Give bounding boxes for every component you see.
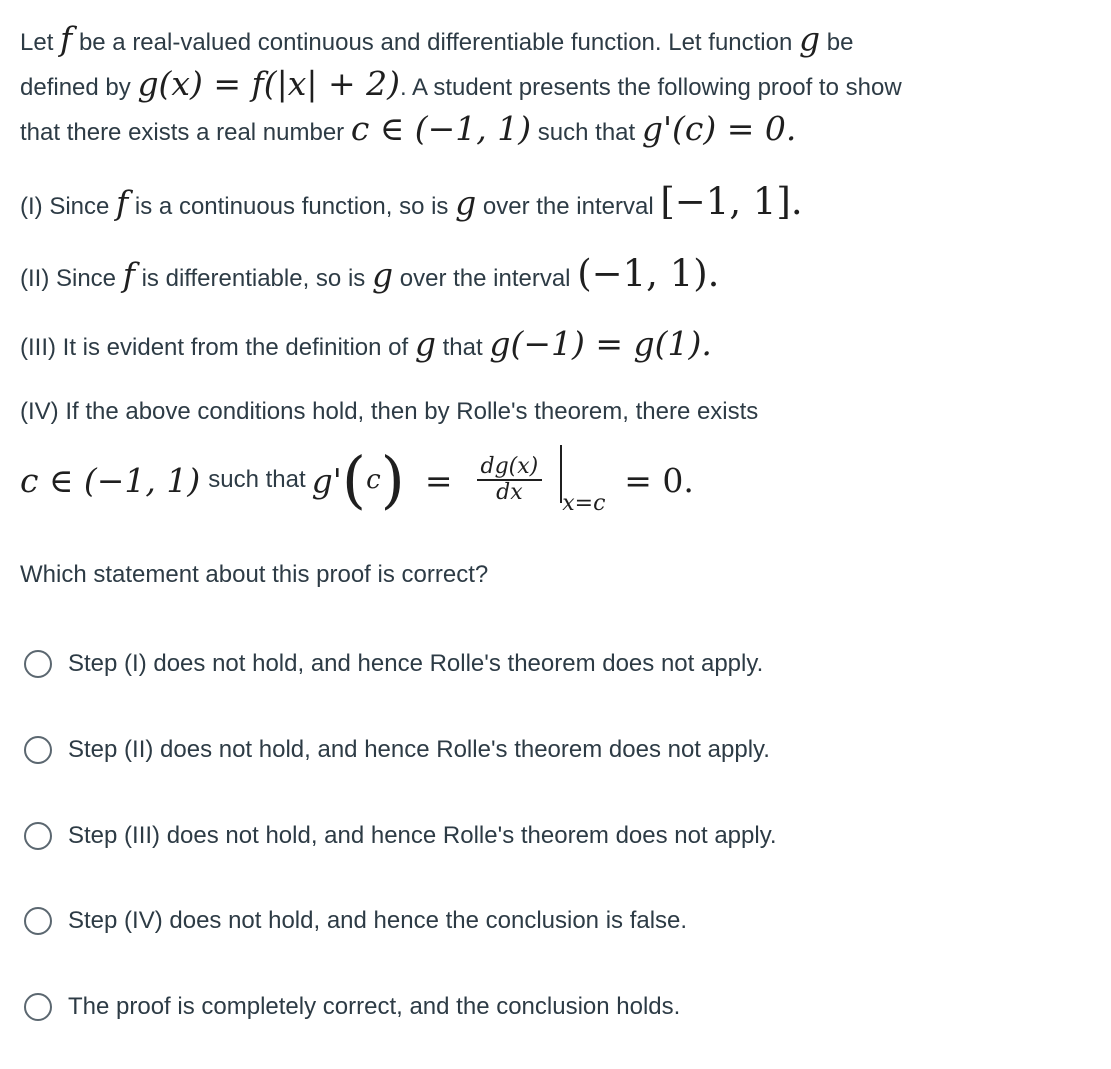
option-label: Step (IV) does not hold, and hence the conclusion is false.: [68, 907, 688, 934]
option-label: Step (I) does not hold, and hence Rolle's theorem does not apply.: [68, 650, 764, 677]
math-gprime-zero: g'(c) = 0.: [641, 109, 797, 148]
step-1-text: over the interval: [482, 193, 654, 220]
math-c-interval: c ∈ (−1, 1): [20, 460, 201, 500]
math-paren-left: (: [341, 443, 367, 516]
step-2-text: (II) Since: [20, 265, 117, 292]
answer-option-2[interactable]: [24, 736, 770, 764]
math-paren-right: ): [380, 443, 405, 516]
radio-button-icon[interactable]: [24, 736, 52, 764]
step-3-text: that: [442, 334, 483, 361]
math-g: g: [799, 19, 821, 58]
question-prompt: [20, 563, 488, 587]
answer-option-3[interactable]: [24, 822, 777, 850]
math-gprime: g': [311, 460, 342, 500]
evaluation-subscript: x=c: [562, 491, 606, 516]
step-1-text: is a continuous function, so is: [134, 193, 449, 220]
option-label: Step (III) does not hold, and hence Rolle's theorem does not apply.: [68, 822, 777, 849]
step-2: [20, 252, 720, 295]
radio-button-icon[interactable]: [24, 993, 52, 1021]
math-f: f: [60, 19, 73, 58]
step-3: [20, 324, 712, 363]
math-f: f: [122, 255, 135, 294]
math-derivative-fraction: [477, 455, 543, 505]
math-f: f: [116, 183, 129, 222]
prompt-text: Which statement about this proof is correct?: [20, 561, 489, 588]
intro-text: such that: [537, 119, 636, 146]
answer-option-4[interactable]: [24, 907, 687, 935]
step-4-text: such that: [208, 466, 306, 493]
step-3-text: (III) It is evident from the definition of: [20, 334, 409, 361]
step-2-text: over the interval: [399, 265, 571, 292]
intro-text: be: [826, 29, 854, 56]
math-g-equality: g(−1) = g(1).: [489, 324, 712, 363]
step-4-math: [20, 440, 694, 520]
intro-text: defined by: [20, 74, 131, 101]
intro-text: be a real-valued continuous and differentiable function. Let function: [78, 29, 793, 56]
math-g: g: [414, 324, 436, 363]
fraction-numerator: dg(x): [477, 455, 543, 481]
math-equals-zero: = 0.: [624, 460, 694, 500]
intro-text: Let: [20, 29, 54, 56]
intro-text: . A student presents the following proof to show: [400, 74, 902, 101]
step-4: [20, 400, 758, 424]
intro-line-1: [20, 19, 854, 58]
math-g: g: [371, 255, 394, 294]
intro-text: that there exists a real number: [20, 119, 345, 146]
step-1: [20, 180, 803, 223]
math-g-definition: g(x) = f(|x| + 2): [137, 64, 400, 103]
math-open-interval: (−1, 1).: [577, 252, 720, 295]
radio-button-icon[interactable]: [24, 822, 52, 850]
answer-option-1[interactable]: [24, 650, 763, 678]
answer-option-5[interactable]: [24, 993, 680, 1021]
option-label: The proof is completely correct, and the conclusion holds.: [68, 993, 681, 1020]
step-2-text: is differentiable, so is: [141, 265, 366, 292]
step-4-text: (IV) If the above conditions hold, then by Rolle's theorem, there exists: [20, 398, 759, 425]
step-1-text: (I) Since: [20, 193, 110, 220]
math-c-interval: c ∈ (−1, 1): [350, 109, 532, 148]
radio-button-icon[interactable]: [24, 650, 52, 678]
fraction-denominator: dx: [496, 480, 523, 505]
math-evaluation-bar: [550, 445, 620, 515]
math-equals: =: [424, 460, 453, 500]
math-closed-interval: [−1, 1].: [660, 180, 803, 223]
intro-line-2: [20, 64, 902, 103]
math-c: c: [366, 465, 381, 495]
radio-button-icon[interactable]: [24, 907, 52, 935]
intro-line-3: [20, 109, 797, 148]
option-label: Step (II) does not hold, and hence Rolle's theorem does not apply.: [68, 736, 770, 763]
math-g: g: [455, 183, 477, 222]
